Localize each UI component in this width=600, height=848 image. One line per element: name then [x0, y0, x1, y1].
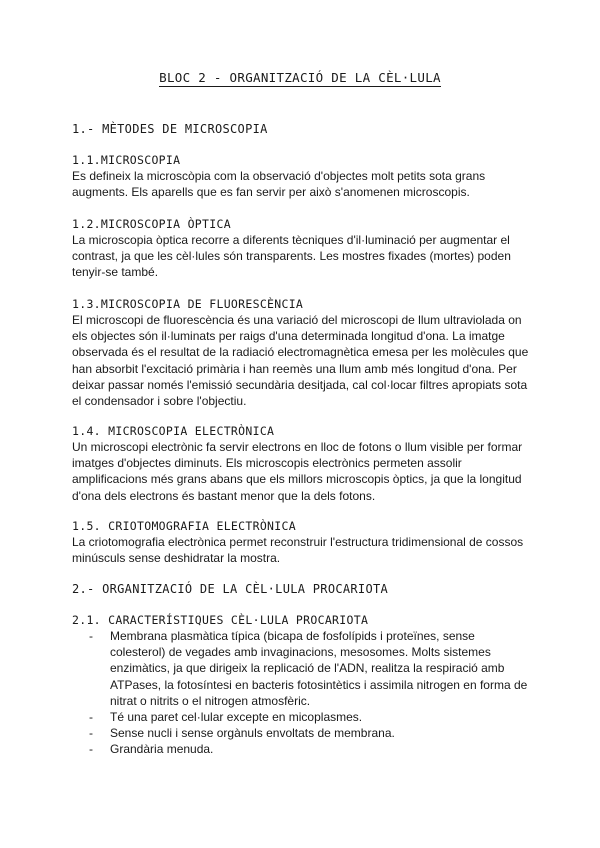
list-item: [72, 628, 532, 709]
subsection-1-5-text: La criotomografia electrònica permet reconstruir l'estructura tridimensional de cossos minúsculs sense deshidratar la mostra.: [72, 535, 524, 566]
subsection-1-1-text: Es defineix la microscòpia com la observació d'objectes molt petits sota grans augments. Els aparells que es fan servir per això s'anomenen microscopis.: [72, 169, 486, 200]
list-item-text: Té una paret cel·lular excepte en micoplasmes.: [110, 710, 363, 725]
subsection-1-3-text: El microscopi de fluorescència és una variació del microscopi de llum ultraviolada on els objectes són il·luminats per raigs d'una determinada longitud d'ona. La imatge observada és el resultat de la radiació electromagnètica emesa per les molècules que han absorbit l'excitació primària i han reemès una llum amb més longitud d'ona. Per deixar passar només l'emissió secundària desitjada, cal col·locar filtres apropiats sota el condensador i sobre l'objectiu.: [72, 313, 529, 409]
subsection-2-1-heading: 2.1. CARACTERÍSTIQUES CÈL·LULA PROCARIOTA: [72, 613, 369, 627]
subsection-1-3-heading: 1.3.MICROSCOPIA DE FLUORESCÈNCIA: [72, 297, 304, 311]
document-title-text: BLOC 2 - ORGANITZACIÓ DE LA CÈL·LULA: [159, 70, 441, 85]
bullet-marker: -: [89, 629, 93, 643]
subsection-1-4-heading: 1.4. MICROSCOPIA ELECTRÒNICA: [72, 424, 275, 438]
subsection-1-1-heading: 1.1.MICROSCOPIA: [72, 153, 181, 167]
list-item: [72, 709, 532, 725]
subsection-1-2-text: La microscopia òptica recorre a diferents tècniques d'il·luminació per augmentar el contrast, ja que les cèl·lules són transparents. Les mostres fixades (mortes) poden tenyir-se també.: [72, 233, 511, 280]
list-item-text: Sense nucli i sense orgànuls envoltats de membrana.: [110, 726, 395, 741]
list-item-text: Membrana plasmàtica típica (bicapa de fosfolípids i proteïnes, sense colesterol) de vegades amb invaginacions, mesosomes. Molts sistemes enzimàtics, ja que dirigeix la replicació de l'ADN, realitza la respiració amb ATPases, la fotosíntesi en bacteris fotosintètics i assimila nitrogen en forma de nitrat o nitrits o el nitrogen atmosfèric.: [110, 629, 528, 708]
list-item: [72, 725, 532, 741]
bullet-marker: -: [89, 710, 93, 725]
subsection-1-4-text: Un microscopi electrònic fa servir electrons en lloc de fotons o llum visible per formar imatges d'objectes diminuts. Els microscopis electrònics permeten assolir amplificacions més grans abans que els millors microscopis òptics, ja que la longitud d'ona dels electrons és bastant menor que la dels fotons.: [72, 440, 523, 503]
list-item: [72, 741, 532, 757]
document-title: [0, 70, 600, 85]
subsection-1-2-heading: 1.2.MICROSCOPIA ÒPTICA: [72, 217, 231, 231]
procariota-characteristics-list: [72, 628, 532, 758]
subsection-1-5-heading: 1.5. CRIOTOMOGRAFIA ELECTRÒNICA: [72, 519, 296, 533]
section-2-heading: 2.- ORGANITZACIÓ DE LA CÈL·LULA PROCARIOTA: [72, 582, 389, 596]
bullet-marker: -: [89, 726, 93, 741]
section-1-heading: 1.- MÈTODES DE MICROSCOPIA: [72, 122, 268, 136]
bullet-marker: -: [89, 742, 93, 757]
list-item-text: Grandària menuda.: [110, 742, 214, 757]
